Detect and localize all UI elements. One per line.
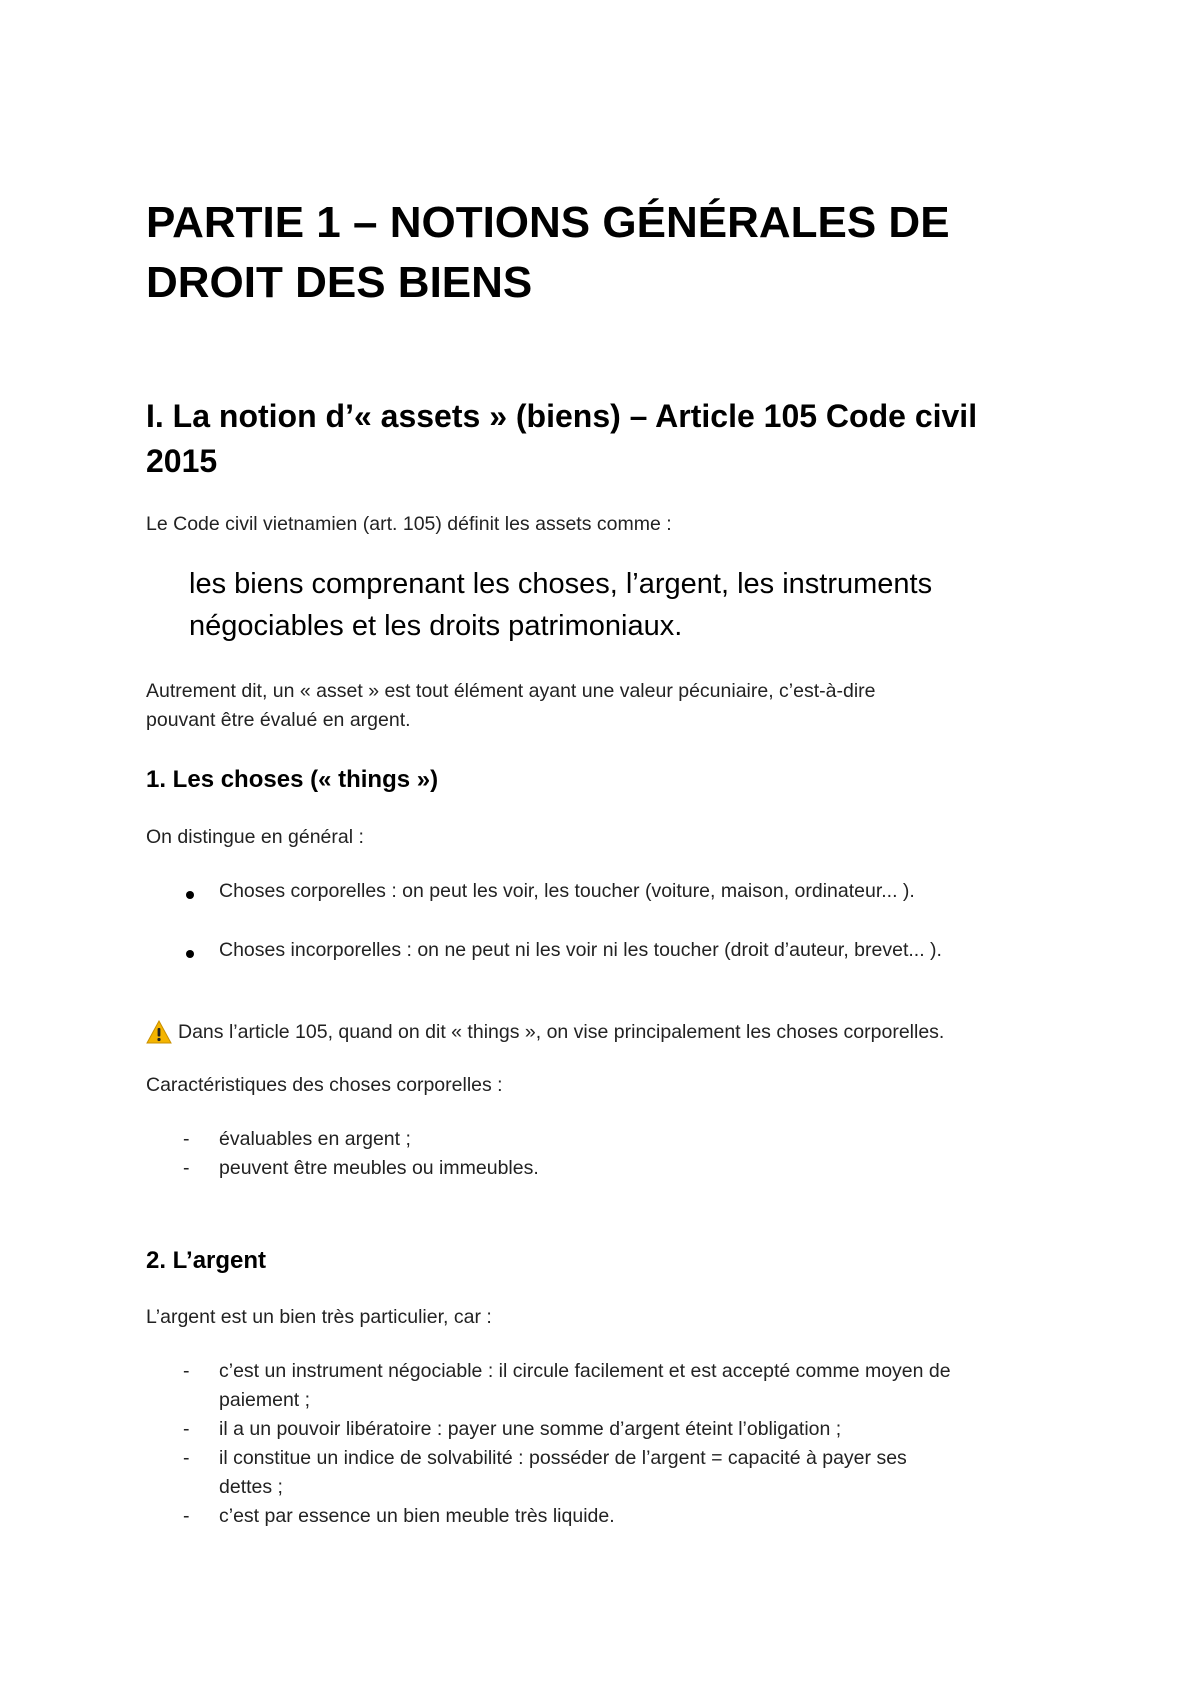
characteristic-item: évaluables en argent ; (219, 1128, 411, 1150)
bullet-item-corporelles: Choses corporelles : on peut les voir, les toucher (voiture, maison, ordinateur... ). (219, 880, 915, 902)
bullet-marker (186, 950, 194, 958)
page-title-line2: DROIT DES BIENS (146, 258, 533, 307)
article-quote-line2: négociables et les droits patrimoniaux. (189, 610, 683, 642)
page-title-line1: PARTIE 1 – NOTIONS GÉNÉRALES DE (146, 198, 950, 247)
bullet-marker (186, 891, 194, 899)
dash-marker: - (183, 1360, 190, 1382)
argent-item (219, 1444, 907, 1502)
argent-item-line1: c’est par essence un bien meuble très liquide. (219, 1505, 615, 1527)
article-quote (189, 563, 932, 647)
dash-marker: - (183, 1447, 190, 1469)
argent-intro: L’argent est un bien très particulier, car : (146, 1306, 492, 1328)
argent-item-line1: il a un pouvoir libératoire : payer une somme d’argent éteint l’obligation ; (219, 1418, 842, 1440)
argent-item-line1: c’est un instrument négociable : il circule facilement et est accepté comme moyen de (219, 1360, 951, 1382)
warning-icon (146, 1020, 172, 1044)
explanation-line2: pouvant être évalué en argent. (146, 709, 411, 731)
subsection-heading-choses: 1. Les choses (« things ») (146, 766, 439, 793)
bullet-item-incorporelles: Choses incorporelles : on ne peut ni les voir ni les toucher (droit d’auteur, brevet... ). (219, 939, 942, 961)
dash-marker: - (183, 1418, 190, 1440)
explanation-line1: Autrement dit, un « asset » est tout élément ayant une valeur pécuniaire, c’est-à-dire (146, 680, 876, 702)
article-quote-line1: les biens comprenant les choses, l’argent, les instruments (189, 568, 933, 600)
argent-item-line2: paiement ; (219, 1389, 311, 1411)
explanation-paragraph (146, 677, 876, 735)
dash-marker: - (183, 1505, 190, 1527)
warning-note: Dans l’article 105, quand on dit « things », on vise principalement les choses corporelles. (178, 1021, 945, 1043)
argent-item (219, 1502, 615, 1531)
argent-item (219, 1357, 951, 1415)
argent-item-line2: dettes ; (219, 1476, 283, 1498)
section-intro: Le Code civil vietnamien (art. 105) définit les assets comme : (146, 513, 672, 535)
subsection-heading-argent: 2. L’argent (146, 1247, 267, 1274)
characteristic-item: peuvent être meubles ou immeubles. (219, 1157, 539, 1179)
argent-item-line1: il constitue un indice de solvabilité : posséder de l’argent = capacité à payer ses (219, 1447, 907, 1469)
section-heading (146, 394, 977, 484)
dash-marker: - (183, 1157, 190, 1179)
argent-item (219, 1415, 841, 1444)
dash-marker: - (183, 1128, 190, 1150)
page-title (146, 193, 950, 313)
characteristics-intro: Caractéristiques des choses corporelles : (146, 1074, 503, 1096)
section-heading-line2: 2015 (146, 443, 218, 479)
choses-intro: On distingue en général : (146, 826, 364, 848)
section-heading-line1: I. La notion d’« assets » (biens) – Article 105 Code civil (146, 398, 978, 434)
